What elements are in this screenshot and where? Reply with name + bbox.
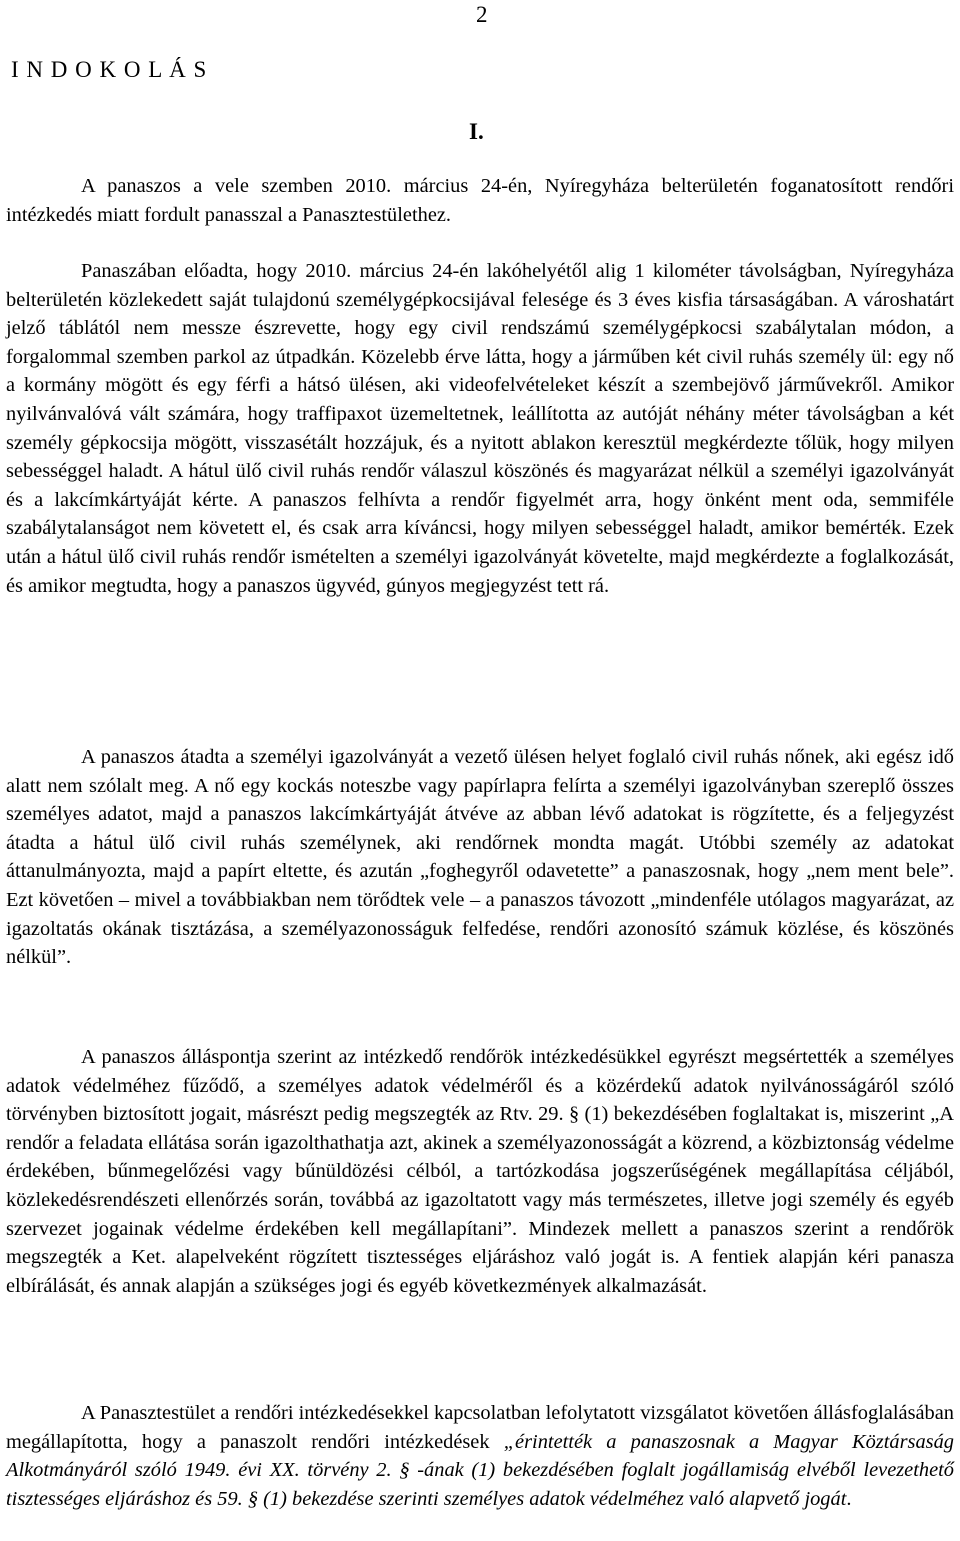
paragraph-2: Panaszában előadta, hogy 2010. március 24-én lakóhelyétől alig 1 kilométer távolságban, Nyíregyháza belterületén közlekedett saját tulajdonú személygépkocsijával felesége és 3 éves kisfia társaságában. A városhatárt jelző táblától nem messze észrevette, hogy egy civil rendszámú személygépkocsi szabálytalan módon, a forgalommal szemben parkol az útpadkán. Közelebb érve látta, hogy a járműben két civil ruhás személy ül: egy nő a kormány mögött és egy férfi a hátsó ülésen, aki videofelvételeket készít a szembejövő járművekről. Amikor nyilvánvalóvá vált számára, hogy traffipaxot üzemeltetnek, leállította az autóját néhány méter távolságban a két személy gépkocsija mögött, visszasétált hozzájuk, és a nyitott ablakon keresztül megkérdezte tőlük, hogy milyen sebességgel haladt. A hátul ülő civil ruhás rendőr válaszul köszönés és magyarázat nélkül a személyi igazolványát és a lakcímkártyáját kérte. A panaszos felhívta a rendőr figyelmét arra, hogy önként ment oda, semmiféle szabálytalanságot nem követett el, és csak arra kíváncsi, hogy milyen sebességgel haladt, amikor bemérték. Ezek után a hátul ülő civil ruhás rendőr ismételten a személyi igazolványát követelte, majd megkérdezte a foglalkozását, és amikor megtudta, hogy a panaszos ügyvéd, gúnyos megjegyzést tett rá. — [6, 260, 954, 597]
paragraph-5-lead: A Panasztestület a rendőri intézkedésekkel kapcsolatban lefolytatott vizsgálatot követően állásfoglalásában megállapította, hogy a panaszolt rendőri intézkedések — [6, 1402, 954, 1453]
paragraph-3: A panaszos átadta a személyi igazolványát a vezető ülésen helyet foglaló civil ruhás nőnek, aki egész idő alatt nem szólalt meg. A nő egy kockás noteszbe vagy papírlapra felírta a személyi igazolványban szereplő összes személyes adatot, majd a panaszos lakcímkártyáját átvéve az abban lévő adatokat is rögzítette, és a feljegyzést átadta a hátul ülő civil ruhás személynek, aki rendőrnek mondta magát. Utóbbi személy az adatokat áttanulmányozta, majd a papírt eltette, és azután „foghegyről odavetette” a panaszosnak, hogy „nem ment bele”. Ezt követően – mivel a továbbiakban nem törődtek vele – a panaszos távozott „mindenféle utólagos magyarázat, az igazoltatás okának tisztázása, a személyazonosságuk felfedése, rendőri azonosító számuk közlése, és köszönés nélkül”. — [6, 746, 954, 969]
page-number: 2 — [476, 2, 488, 27]
paragraph-4: A panaszos álláspontja szerint az intézkedő rendőrök intézkedésükkel egyrészt megsértették a személyes adatok védelméhez fűződő, a személyes adatok védelméről és a közérdekű adatok nyilvánosságáról szóló törvényben biztosított jogait, másrészt pedig megszegték az Rtv. 29. § (1) bekezdésében foglaltakat is, miszerint „A rendőr a feladata ellátása során igazolthathatja azt, akinek a személyazonosságát a közrend, a közbiztonság védelme érdekében, bűnmegelőzési vagy bűnüldözési célból, a tartózkodása jogszerűségének megállapítása céljából, közlekedésrendészeti ellenőrzés során, továbbá az igazoltatott vagy más természetes, illetve jogi személy és egyéb szervezet jogainak védelme érdekében kell megállapítani”. Mindezek mellett a panaszos szerint a rendőrök megszegték a Ket. alapelveként rögzített tisztességes eljáráshoz való jogát is. A fentiek alapján kéri panasza elbírálását, és annak alapján a szükséges jogi és egyéb következmények alkalmazását. — [6, 1046, 954, 1297]
section-number: I. — [469, 119, 484, 144]
paragraph-5 — [6, 1399, 954, 1513]
paragraph-1: A panaszos a vele szemben 2010. március 24-én, Nyíregyháza belterületén foganatosított rendőri intézkedés miatt fordult panasszal a Panasztestülethez. — [6, 175, 954, 226]
paragraph-5-quote: „érintették a panaszosnak a Magyar Köztársaság Alkotmányáról szóló 1949. évi XX. törvény 2. § -ának (1) bekezdésében foglalt jogállamiság elvéből levezethető tisztességes eljáráshoz és 59. § (1) bekezdése szerinti személyes adatok védelméhez való alapvető jogát — [6, 1430, 954, 1510]
paragraph-5-tail: . — [846, 1487, 852, 1510]
document-title: I N D O K O L Á S — [11, 57, 208, 82]
